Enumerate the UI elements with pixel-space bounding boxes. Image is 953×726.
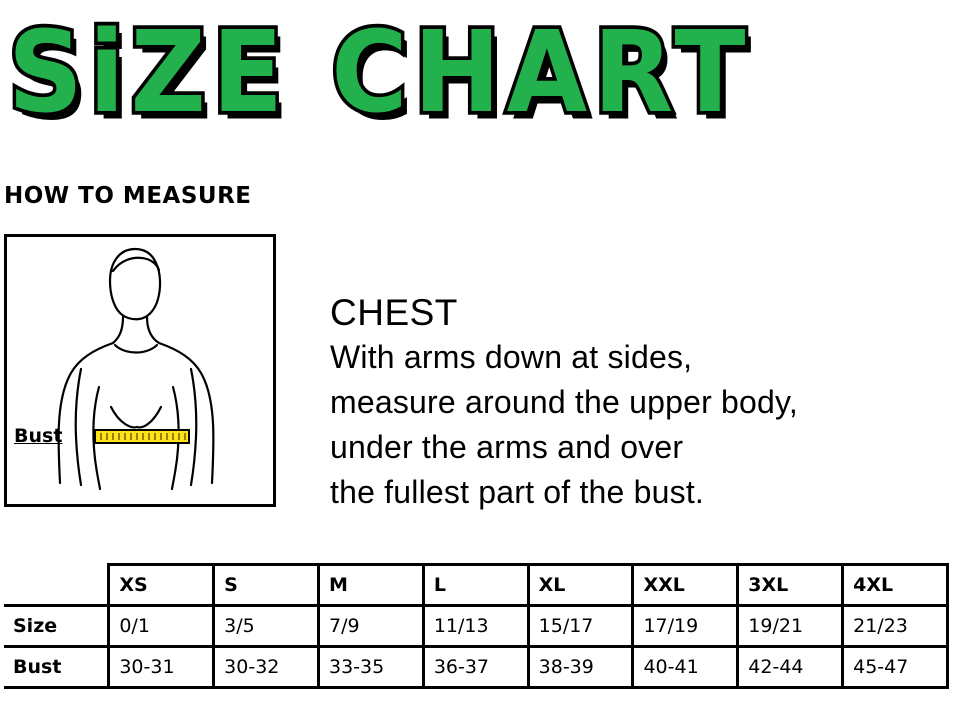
cell-size-4xl: 21/23 — [843, 606, 948, 647]
cell-bust-xs: 30-31 — [109, 647, 214, 688]
chest-description-line: With arms down at sides, — [330, 339, 693, 375]
measuring-tape-icon — [95, 430, 189, 443]
cell-bust-s: 30-32 — [214, 647, 319, 688]
chest-description — [330, 335, 930, 515]
page-title: SiZE CHART — [8, 6, 752, 139]
table-header-s: S — [214, 565, 319, 606]
cell-bust-xl: 38-39 — [528, 647, 633, 688]
table-header-xl: XL — [528, 565, 633, 606]
table-header-l: L — [423, 565, 528, 606]
cell-size-xxl: 17/19 — [633, 606, 738, 647]
table-corner-cell — [4, 565, 109, 606]
measure-illustration — [4, 234, 276, 507]
table-row — [4, 606, 948, 647]
table-header-4xl: 4XL — [843, 565, 948, 606]
cell-bust-m: 33-35 — [318, 647, 423, 688]
chest-heading: CHEST — [330, 292, 458, 333]
cell-size-xs: 0/1 — [109, 606, 214, 647]
size-chart-table — [4, 563, 949, 689]
chest-description-line: measure around the upper body, — [330, 384, 798, 420]
row-label-size: Size — [4, 606, 109, 647]
table-header-row — [4, 565, 948, 606]
cell-size-l: 11/13 — [423, 606, 528, 647]
table-header-3xl: 3XL — [738, 565, 843, 606]
chest-description-line: under the arms and over — [330, 429, 684, 465]
cell-size-xl: 15/17 — [528, 606, 633, 647]
cell-bust-xxl: 40-41 — [633, 647, 738, 688]
page-title-banner — [0, 0, 953, 150]
cell-size-s: 3/5 — [214, 606, 319, 647]
bust-callout-label: Bust — [14, 425, 63, 447]
female-torso-icon — [7, 237, 273, 504]
cell-bust-3xl: 42-44 — [738, 647, 843, 688]
how-to-measure-heading: HOW TO MEASURE — [4, 183, 252, 209]
chest-description-line: the fullest part of the bust. — [330, 474, 705, 510]
cell-bust-4xl: 45-47 — [843, 647, 948, 688]
table-row — [4, 647, 948, 688]
row-label-bust: Bust — [4, 647, 109, 688]
table-header-xs: XS — [109, 565, 214, 606]
cell-size-3xl: 19/21 — [738, 606, 843, 647]
cell-bust-l: 36-37 — [423, 647, 528, 688]
table-header-xxl: XXL — [633, 565, 738, 606]
table-header-m: M — [318, 565, 423, 606]
chest-instructions — [330, 290, 930, 515]
cell-size-m: 7/9 — [318, 606, 423, 647]
